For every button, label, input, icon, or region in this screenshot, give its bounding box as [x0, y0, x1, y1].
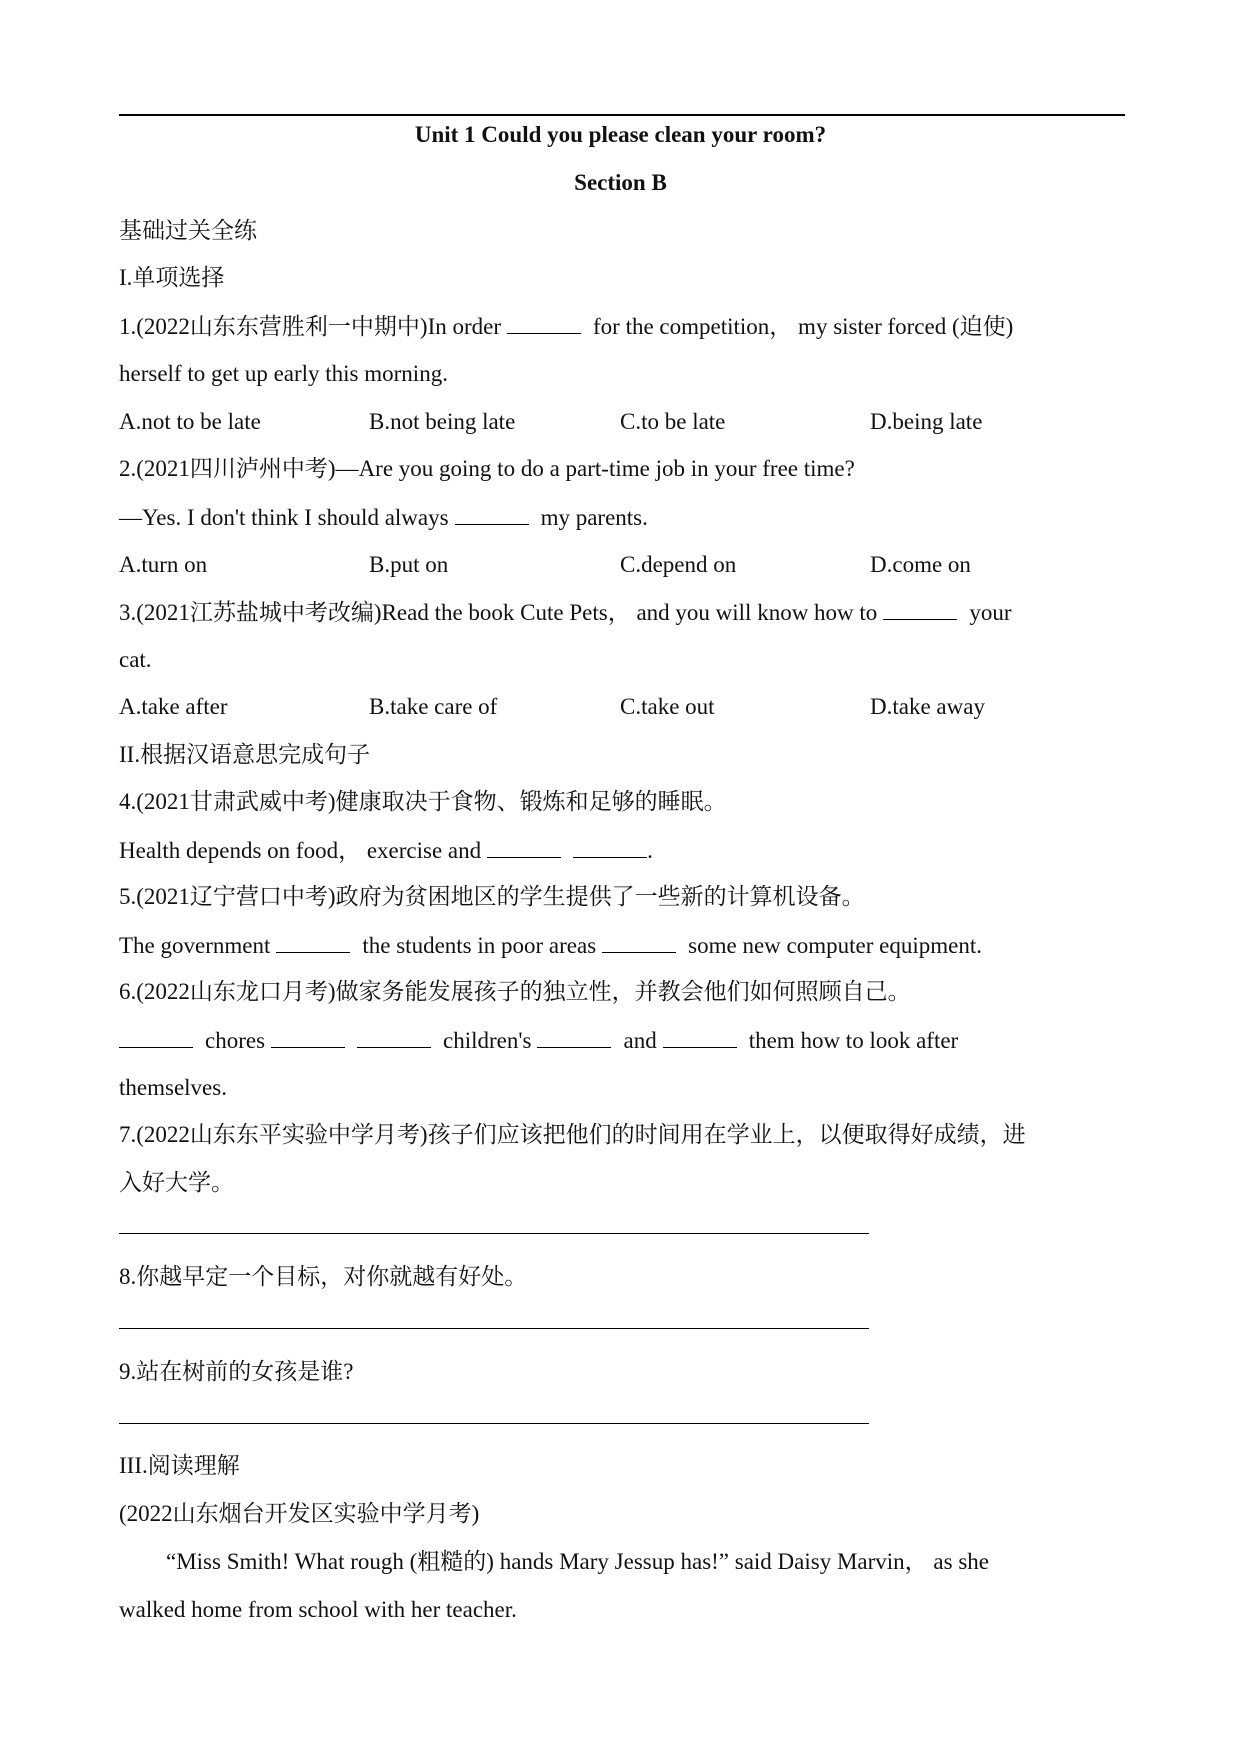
question-1	[119, 311, 1013, 342]
question-3	[119, 597, 1011, 628]
answer-blank[interactable]	[487, 835, 561, 858]
question-8: 8.你越早定一个目标，对你就越有好处。	[119, 1264, 528, 1289]
q2-option-d[interactable]: D.come on	[870, 552, 971, 577]
part3-heading: III.阅读理解	[119, 1453, 240, 1478]
reading-paragraph-line1: “Miss Smith! What rough (粗糙的) hands Mary Jessup has!” said Daisy Marvin， as she	[166, 1549, 989, 1574]
question-9: 9.站在树前的女孩是谁?	[119, 1359, 354, 1384]
q2-response	[119, 502, 648, 533]
q4-english-end: .	[647, 838, 653, 863]
q3-option-b[interactable]: B.take care of	[369, 694, 498, 719]
q6-continuation: themselves.	[119, 1075, 227, 1100]
answer-blank[interactable]	[663, 1025, 737, 1048]
q3-option-c[interactable]: C.take out	[620, 694, 715, 719]
q6-word-chores: chores	[205, 1028, 266, 1053]
q1-mid: for the competition， my sister forced (迫使)	[593, 314, 1014, 339]
q2-option-b[interactable]: B.put on	[369, 552, 449, 577]
answer-blank[interactable]	[537, 1025, 611, 1048]
q1-prefix: 1.(2022山东东营胜利一中期中)In order	[119, 314, 502, 339]
q1-option-b[interactable]: B.not being late	[369, 409, 516, 434]
question-4: 4.(2021甘肃武威中考)健康取决于食物、锻炼和足够的睡眠。	[119, 789, 727, 814]
q2-response-prefix: —Yes. I don't think I should always	[119, 505, 449, 530]
q5-part2: the students in poor areas	[362, 933, 597, 958]
q2-response-suffix: my parents.	[540, 505, 648, 530]
q5-part3: some new computer equipment.	[688, 933, 982, 958]
q5-part1: The government	[119, 933, 271, 958]
practice-heading: 基础过关全练	[119, 218, 257, 243]
q3-continuation: cat.	[119, 647, 152, 672]
part2-heading: II.根据汉语意思完成句子	[119, 742, 371, 767]
answer-blank[interactable]	[573, 835, 647, 858]
q7-continuation: 入好大学。	[119, 1170, 234, 1195]
q9-answer-line[interactable]	[119, 1423, 869, 1424]
q3-prefix: 3.(2021江苏盐城中考改编)Read the book Cute Pets， and you will know how to	[119, 600, 878, 625]
answer-blank[interactable]	[883, 597, 957, 620]
q4-english	[119, 835, 653, 866]
q6-word-and: and	[623, 1028, 657, 1053]
q1-option-c[interactable]: C.to be late	[620, 409, 726, 434]
question-2: 2.(2021四川泸州中考)—Are you going to do a part-time job in your free time?	[119, 456, 855, 481]
answer-blank[interactable]	[276, 930, 350, 953]
question-7: 7.(2022山东东平实验中学月考)孩子们应该把他们的时间用在学业上，以便取得好成绩，进	[119, 1122, 1026, 1147]
answer-blank[interactable]	[507, 311, 581, 334]
header-rule	[119, 114, 1125, 116]
q1-option-a[interactable]: A.not to be late	[119, 409, 261, 434]
q8-answer-line[interactable]	[119, 1328, 869, 1329]
q2-option-a[interactable]: A.turn on	[119, 552, 208, 577]
section-title: Section B	[574, 170, 667, 195]
reading-source: (2022山东烟台开发区实验中学月考)	[119, 1501, 480, 1526]
q1-option-d[interactable]: D.being late	[870, 409, 983, 434]
q6-word-childrens: children's	[443, 1028, 532, 1053]
q4-english-prefix: Health depends on food， exercise and	[119, 838, 482, 863]
q2-option-c[interactable]: C.depend on	[620, 552, 737, 577]
question-5: 5.(2021辽宁营口中考)政府为贫困地区的学生提供了一些新的计算机设备。	[119, 884, 865, 909]
answer-blank[interactable]	[357, 1025, 431, 1048]
reading-paragraph-line2: walked home from school with her teacher.	[119, 1597, 517, 1622]
question-6: 6.(2022山东龙口月考)做家务能发展孩子的独立性，并教会他们如何照顾自己。	[119, 979, 911, 1004]
q7-answer-line[interactable]	[119, 1233, 869, 1234]
q3-option-d[interactable]: D.take away	[870, 694, 985, 719]
answer-blank[interactable]	[602, 930, 676, 953]
answer-blank[interactable]	[271, 1025, 345, 1048]
unit-title: Unit 1 Could you please clean your room?	[414, 122, 827, 147]
answer-blank[interactable]	[455, 502, 529, 525]
q1-continuation: herself to get up early this morning.	[119, 361, 448, 386]
q6-english	[119, 1025, 958, 1056]
q6-word-rest: them how to look after	[748, 1028, 959, 1053]
q3-suffix: your	[969, 600, 1012, 625]
q3-option-a[interactable]: A.take after	[119, 694, 228, 719]
q5-english	[119, 930, 982, 961]
part1-heading: I.单项选择	[119, 265, 225, 290]
answer-blank[interactable]	[119, 1025, 193, 1048]
